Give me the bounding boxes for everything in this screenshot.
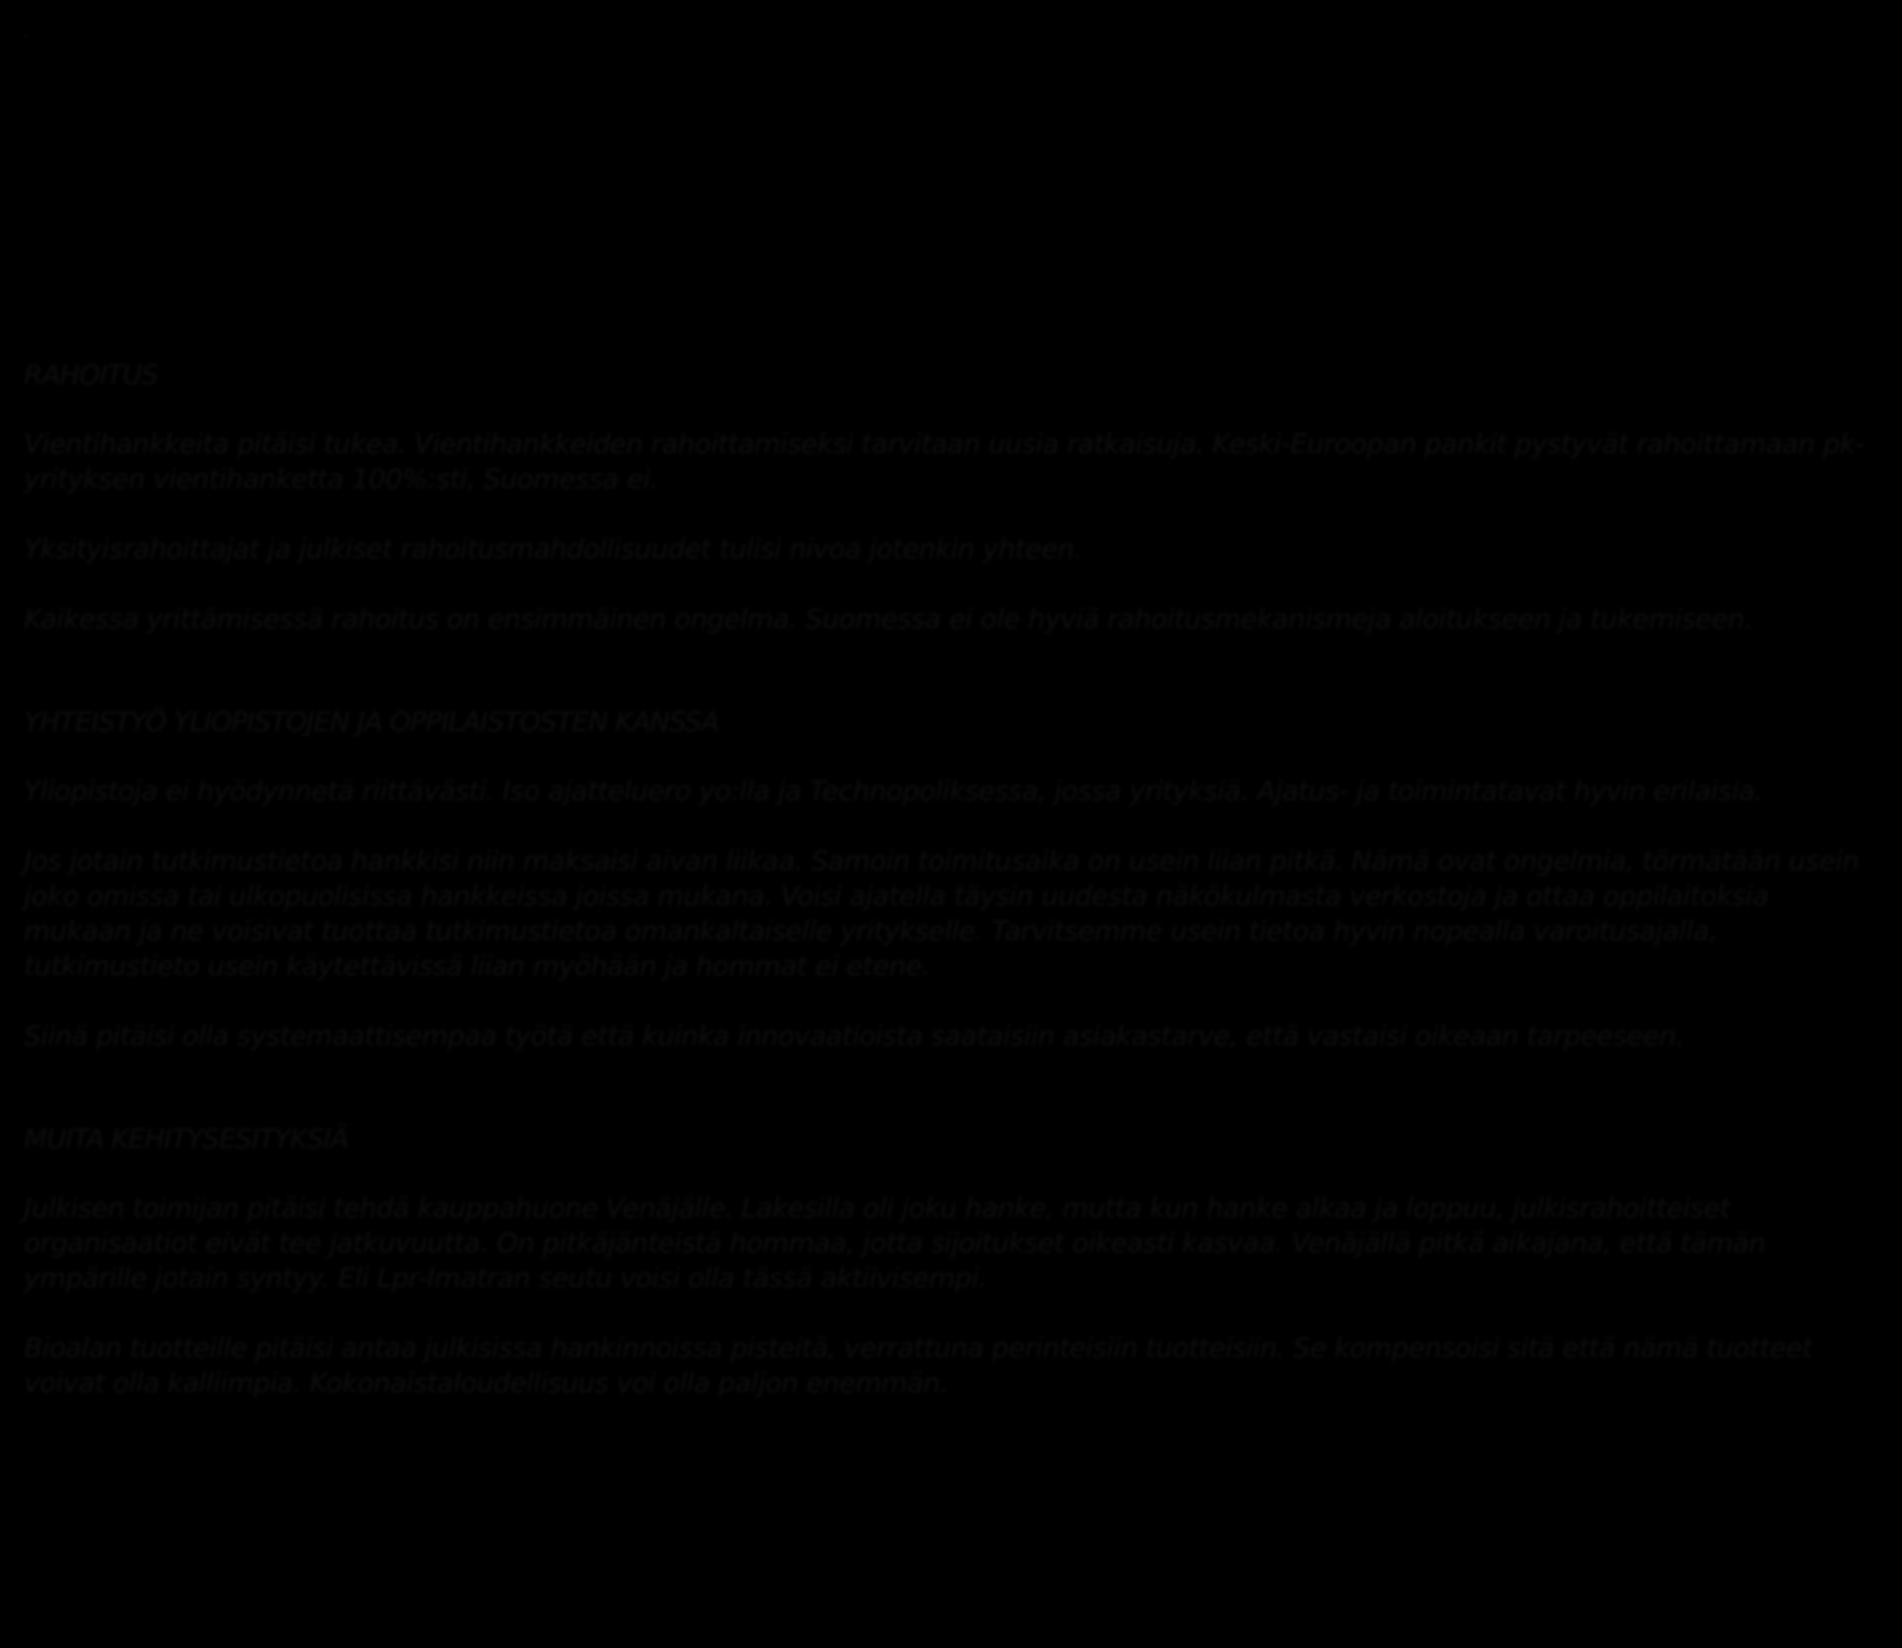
paragraph: Jos jotain tutkimustietoa hankkisi niin maksaisi aivan liikaa. Samoin toimitusaika on usein liian pitkä. Nämä ovat ongelmia, törmätään usein joko omissa tai ulkopuolisissa hankkeissa joissa mukana. Voisi ajatella täysin uudesta näkökulmasta verkostoja ja ottaa oppilaitoksia mukaan ja ne voisivat tuottaa tutkimustietoa omankaltaiselle yritykselle. Tarvitsemme usein tietoa hyvin nopealla varoitusajalla, tutkimustieto usein käytettävissä liian myöhään ja hommat ei etene. xyxy=(24,846,1860,982)
section-heading: YHTEISTYÖ YLIOPISTOJEN JA OPPILAISTOSTEN KANSSA xyxy=(24,707,719,738)
section-muita-kehitysesityksia xyxy=(24,1122,1882,1401)
page-mark: · xyxy=(22,24,29,48)
paragraph: Yksityisrahoittajat ja julkiset rahoitusmahdollisuudet tulisi nivoa jotenkin yhteen. xyxy=(24,534,1083,565)
section-rahoitus xyxy=(24,358,1882,637)
paragraph: Julkisen toimijan pitäisi tehdä kauppahuone Venäjälle. Lakesilla oli joku hanke, mutta kun hanke alkaa ja loppuu, julkisrahoitteiset organisaatiot eivät tee jatkuvuutta. On pitkäjänteistä hommaa, jotta sijoitukset oikeasti kasvaa. Venäjällä pitkä aikajana, että tämän ympärille jotain syntyy. Eli Lpr-Imatran seutu voisi olla tässä aktiivisempi. xyxy=(24,1193,1766,1294)
section-yhteistyo xyxy=(24,705,1882,1054)
document-content xyxy=(24,358,1882,1436)
paragraph: Bioalan tuotteille pitäisi antaa julkisissa hankinnoissa pisteitä, verrattuna perinteisiin tuotteisiin. Se kompensoisi sitä että nämä tuotteet voivat olla kalliimpia. Kokonaistaloudellisuus voi olla paljon enemmän. xyxy=(24,1333,1813,1399)
section-heading: MUITA KEHITYSESITYKSIÄ xyxy=(24,1124,349,1155)
paragraph: Vientihankkeita pitäisi tukea. Vientihankkeiden rahoittamiseksi tarvitaan uusia ratkaisuja. Keski-Euroopan pankit pystyvät rahoittamaan pk-yrityksen vientihanketta 100%:sti, Suomessa ei. xyxy=(24,429,1865,495)
paragraph: Yliopistoja ei hyödynnetä riittävästi. Iso ajatteluero yo:lla ja Technopoliksessa, jossa yrityksiä. Ajatus- ja toimintatavat hyvin erilaisia. xyxy=(24,776,1763,807)
paragraph: Siinä pitäisi olla systemaattisempaa työtä että kuinka innovaatioista saataisiin asiakastarve, että vastaisi oikeaan tarpeeseen. xyxy=(24,1021,1684,1052)
section-heading: RAHOITUS xyxy=(24,360,158,391)
paragraph: Kaikessa yrittämisessä rahoitus on ensimmäinen ongelma. Suomessa ei ole hyviä rahoitusmekanismeja aloitukseen ja tukemiseen. xyxy=(24,604,1753,635)
